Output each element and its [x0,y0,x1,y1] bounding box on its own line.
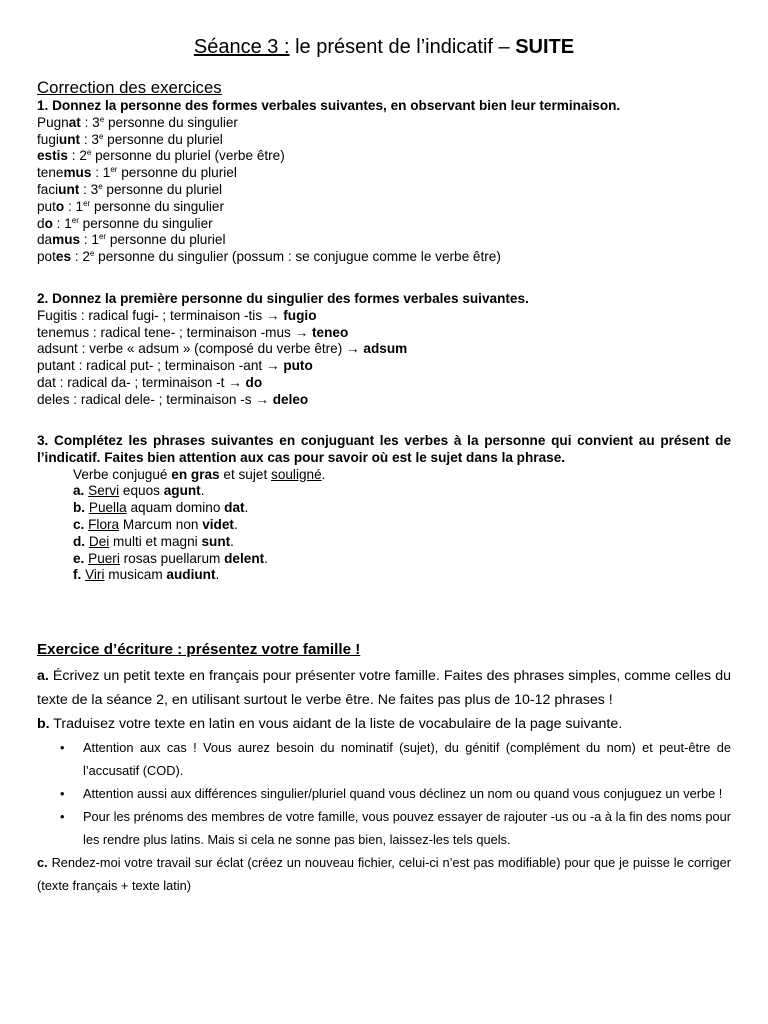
ordinal-suffix: e [98,131,104,141]
question-3-section [37,433,731,584]
verb-stem: put [37,198,56,214]
person-description: personne du singulier [90,198,224,214]
person-number: : 3 [80,131,99,147]
question-1: 1. Donnez la personne des formes verbales suivantes, en observant bien leur terminaison. [37,98,621,113]
sentence-end: . [200,483,205,499]
verb-ending: estis [37,148,68,164]
radical-explanation: Fugitis : radical fugi- ; terminaison -tis → [37,307,284,323]
note-underlined: souligné [271,466,322,482]
verb-form-row [37,148,731,165]
ordinal-suffix: e [86,148,92,158]
verb-stem: Pugn [37,114,69,130]
radical-explanation: dat : radical da- ; terminaison -t → [37,374,246,390]
note-text-2: et sujet [219,466,272,482]
radical-row [37,341,731,358]
sentence-verb: agunt [163,483,201,499]
verb-stem: fugi [37,131,59,147]
question-2-answers [37,308,731,409]
sentence-middle: equos [119,483,164,499]
sentence-middle: aquam domino [126,500,225,516]
bullet-dot: • [60,786,65,801]
verb-ending: o [44,215,53,231]
sentence-middle: multi et magni [109,533,202,549]
bullet-text: Pour les prénoms des membres de votre famille, vous pouvez essayer de rajouter -us ou -a à la fin des noms pour les rendre plus latins. Mais si cela ne sonne pas bien, laissez-les tels quels. [83,809,731,847]
verb-stem: faci [37,181,59,197]
sentence-verb: delent [224,550,265,566]
verb-ending: unt [58,181,80,197]
exercise-bullets [37,736,731,851]
sentence-subject: Puella [88,500,127,516]
first-person-answer: adsum [363,341,408,357]
item-a-label: a. [37,668,49,684]
note-text-1: Verbe conjugué [73,466,172,482]
sentence-row [37,500,731,517]
sentence-subject: Pueri [88,550,120,566]
person-number: : 3 [80,114,100,130]
verb-stem: pot [37,249,56,265]
radical-row [37,308,731,325]
title-suite: SUITE [515,36,575,58]
question-1-answers [37,115,731,266]
verb-form-row [37,132,731,149]
ordinal-suffix: er [83,198,91,208]
sentence-row [37,567,731,584]
verb-ending: unt [58,131,81,147]
person-description: personne du pluriel [106,232,226,248]
ordinal-suffix: e [98,181,103,191]
sentence-end: . [233,516,238,532]
verb-ending: mus [63,165,92,181]
sentence-verb: audiunt [166,567,216,583]
exercise-heading: Exercice d’écriture : présentez votre famille ! [37,641,361,658]
verb-ending: es [55,249,72,265]
sentence-subject: Dei [88,533,110,549]
item-a-text: Écrivez un petit texte en français pour présenter votre famille. Faites des phrases simples, comme celles du texte de la séance 2, en utilisant surtout le verbe être. Ne faites pas plus de 10-12 phrases ! [37,668,731,708]
verb-stem: da [37,232,53,248]
sentence-letter: b. [73,500,86,516]
sentence-letter: e. [73,550,85,566]
person-number: : 3 [79,181,99,197]
title-subject: le présent de l’indicatif – [289,36,516,58]
verb-form-row [37,249,731,266]
ordinal-suffix: e [89,249,95,259]
ordinal-suffix: er [71,215,79,225]
sentence-letter: f. [73,567,82,583]
sentence-middle: musicam [104,567,167,583]
ordinal-suffix: er [110,165,118,175]
page-title [37,0,731,59]
person-number: : 2 [67,148,87,164]
sentence-end: . [230,533,234,549]
first-person-answer: puto [283,358,313,374]
person-description: personne du singulier [104,114,238,130]
bullet-item [37,782,731,805]
bullet-text: Attention aussi aux différences singulier/pluriel quand vous déclinez un nom ou quand vous conjuguez un verbe ! [83,786,723,801]
radical-explanation: putant : radical put- ; terminaison -ant → [37,358,284,374]
person-description: personne du pluriel [117,165,237,181]
ordinal-suffix: er [98,232,107,242]
sentence-letter: a. [73,483,85,499]
question-3-answers [37,483,731,584]
item-c-text: Rendez-moi votre travail sur éclat (créez un nouveau fichier, celui-ci n’est pas modifiable) pour que je puisse le corriger (texte français + texte latin) [37,855,731,893]
person-description: personne du pluriel (verbe être) [91,148,285,164]
person-number: : 2 [71,249,90,265]
question-2: 2. Donnez la première personne du singulier des formes verbales suivantes. [37,291,529,306]
verb-form-row [37,165,731,182]
sentence-letter: c. [73,516,85,532]
question-3: 3. Complétez les phrases suivantes en conjuguant les verbes à la personne qui convient au présent de l’indicatif. Faites bien attention aux cas pour savoir où est le sujet dans la phrase. [37,433,731,465]
sentence-row [37,534,731,551]
person-description: personne du pluriel [103,131,223,147]
exercise-section [37,640,731,897]
sentence-row [37,551,731,568]
note-bold: en gras [171,466,220,482]
verb-form-row [37,182,731,199]
sentence-verb: dat [224,500,245,516]
first-person-answer: fugio [283,307,317,323]
radical-row [37,358,731,375]
ordinal-suffix: e [99,114,105,124]
sentence-end: . [264,550,268,566]
person-number: : 1 [52,215,72,231]
verb-form-row [37,199,731,216]
question-2-section [37,291,731,409]
person-description: personne du pluriel [102,181,223,197]
sentence-verb: sunt [201,533,231,549]
item-b-label: b. [37,716,50,732]
verb-form-row [37,216,731,233]
correction-section [37,78,731,266]
first-person-answer: do [245,374,263,390]
verb-form-row [37,232,731,249]
bullet-item [37,805,731,851]
radical-explanation: deles : radical dele- ; terminaison -s → [37,391,273,407]
item-c-label: c. [37,855,48,870]
person-number: : 1 [64,198,84,214]
verb-stem: d [37,215,45,231]
person-number: : 1 [80,232,99,248]
verb-form-row [37,115,731,132]
person-description: personne du singulier (possum : se conjugue comme le verbe être) [94,249,501,265]
title-seance: Séance 3 : [193,36,290,58]
radical-row [37,375,731,392]
radical-explanation: adsunt : verbe « adsum » (composé du verbe être) → [37,341,364,357]
verb-ending: mus [52,232,81,248]
verb-ending: o [55,198,65,214]
sentence-subject: Flora [88,516,120,532]
sentence-row [37,517,731,534]
note-period: . [321,466,326,482]
bullet-dot: • [60,809,65,824]
item-b-text: Traduisez votre texte en latin en vous aidant de la liste de vocabulaire de la page suivante. [49,716,623,732]
bullet-text: Attention aux cas ! Vous aurez besoin du nominatif (sujet), du génitif (complément du nom) et peut-être de l’accusatif (COD). [83,740,731,778]
radical-row [37,392,731,409]
sentence-end: . [244,500,249,516]
sentence-subject: Viri [85,567,105,583]
correction-heading: Correction des exercices [37,78,222,97]
exercise-item-b [37,712,731,736]
sentence-row [37,483,731,500]
verb-ending: at [68,114,81,130]
sentence-subject: Servi [88,483,120,499]
person-number: : 1 [91,165,111,181]
radical-row [37,325,731,342]
bullet-dot: • [60,740,65,755]
sentence-middle: Marcum non [119,516,203,532]
verb-stem: tene [37,165,64,181]
sentence-middle: rosas puellarum [119,550,225,566]
bullet-item [37,736,731,782]
question-3-note [37,467,731,484]
radical-explanation: tenemus : radical tene- ; terminaison -mus → [37,324,313,340]
exercise-item-c [37,851,731,897]
first-person-answer: deleo [272,391,309,407]
exercise-item-a [37,664,731,712]
sentence-verb: videt [202,516,234,532]
first-person-answer: teneo [312,324,349,340]
person-description: personne du singulier [78,215,213,231]
sentence-end: . [215,567,220,583]
sentence-letter: d. [73,533,86,549]
